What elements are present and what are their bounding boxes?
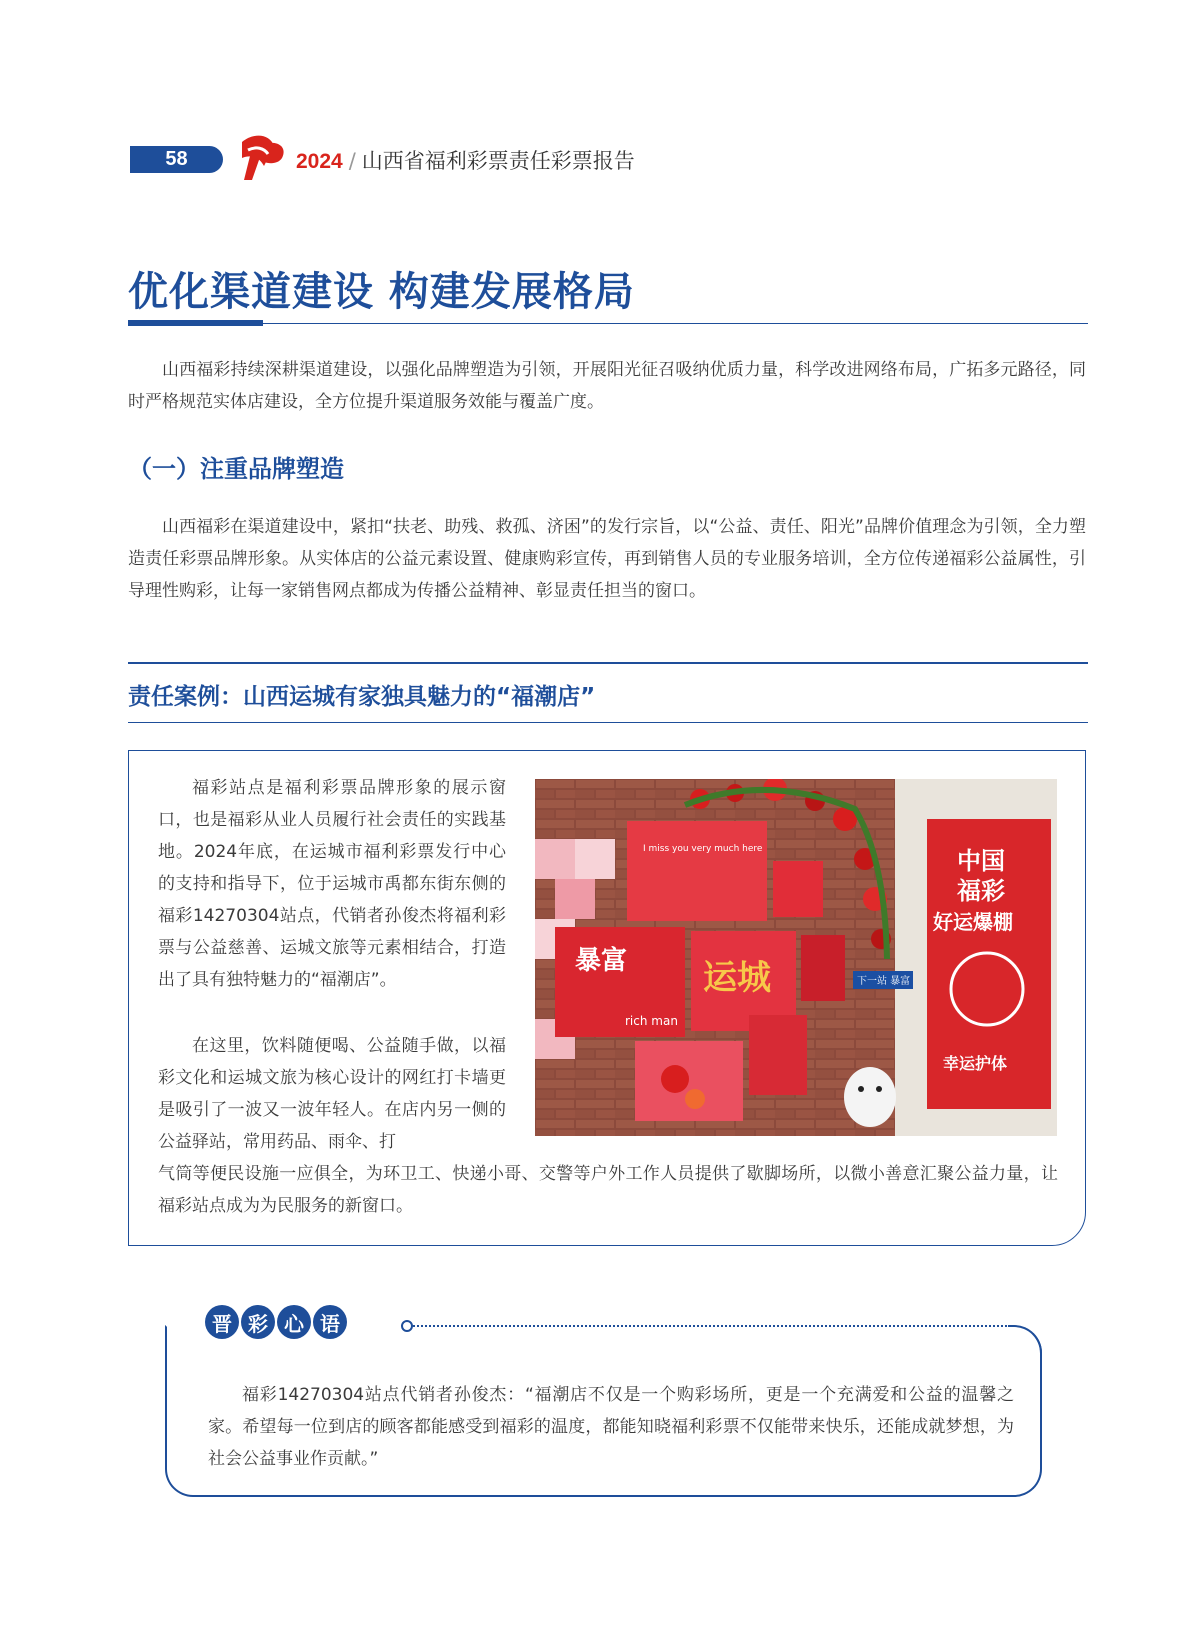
- panel-richman-text: rich man: [625, 1014, 678, 1028]
- quote-line-dot-icon: [401, 1320, 413, 1332]
- store-photo: [535, 779, 1057, 1136]
- sign-slogan-text: 好运爆棚: [933, 910, 1013, 934]
- next-stop-sign-text: 下一站 暴富: [857, 976, 911, 987]
- panel-baofu-text: 暴富: [575, 946, 628, 976]
- report-name: 山西省福利彩票责任彩票报告: [361, 149, 635, 173]
- badge-char: 彩: [241, 1305, 275, 1339]
- title-separator: /: [348, 149, 356, 173]
- report-title: [296, 145, 635, 175]
- welfare-lottery-logo-icon: [234, 132, 288, 182]
- quote-text: 福彩14270304站点代销者孙俊杰：“福潮店不仅是一个购彩场所，更是一个充满爱和公益的温馨之家。希望每一位到店的顾客都能感受到福彩的温度，都能知晓福利彩票不仅能带来快乐，还能成就梦想，为社会公益事业作贡献。”: [208, 1385, 1014, 1469]
- badge-char: 心: [277, 1305, 311, 1339]
- case-paragraph-1: 福彩站点是福利彩票品牌形象的展示窗口，也是福彩从业人员履行社会责任的实践基地。2024年底，在运城市福利彩票发行中心的支持和指导下，位于运城市禹都东街东侧的福彩14270304站点，代销者孙俊杰将福利彩票与公益慈善、运城文旅等元素相结合，打造出了具有独特魅力的“福潮店”。: [158, 778, 506, 990]
- case-paragraph-2: 在这里，饮料随便喝、公益随手做，以福彩文化和运城文旅为核心设计的网红打卡墙更是吸引了一波又一波年轻人。在店内另一侧的公益驿站，常用药品、雨伞、打: [158, 1036, 506, 1152]
- sign-fucai-text: 福彩: [957, 877, 1005, 905]
- intro-paragraph: 山西福彩持续深耕渠道建设，以强化品牌塑造为引领，开展阳光征召吸纳优质力量，科学改进网络布局，广拓多元路径，同时严格规范实体店建设，全方位提升渠道服务效能与覆盖广度。: [128, 360, 1086, 412]
- quote-badge: [205, 1305, 347, 1339]
- badge-char: 语: [313, 1305, 347, 1339]
- quote-top-dotted-line: [410, 1325, 1010, 1327]
- panel-english-text: I miss you very much here: [643, 844, 763, 854]
- badge-char: 晋: [205, 1305, 239, 1339]
- report-year: 2024: [296, 150, 343, 173]
- subsection-paragraph: 山西福彩在渠道建设中，紧扣“扶老、助残、救孤、济困”的发行宗旨，以“公益、责任、阳光”品牌价值理念为引领，全力塑造责任彩票品牌形象。从实体店的公益元素设置、健康购彩宣传，再到销售人员的专业服务培训，全方位传递福彩公益属性，引导理性购彩，让每一家销售网点都成为传播公益精神、彰显责任担当的窗口。: [128, 517, 1086, 601]
- section-title: 优化渠道建设 构建发展格局: [128, 269, 635, 315]
- store-photo-illustration: [535, 779, 1057, 1136]
- title-underline-accent: [128, 320, 263, 326]
- case-top-divider: [128, 662, 1088, 664]
- panel-yuncheng-text: 运城: [703, 958, 771, 998]
- subsection-heading: （一）注重品牌塑造: [128, 455, 344, 483]
- page-number: 58: [130, 146, 223, 173]
- title-divider: [128, 323, 1088, 324]
- case-title: 责任案例：山西运城有家独具魅力的“福潮店”: [128, 684, 596, 710]
- sign-china-text: 中国: [957, 847, 1005, 875]
- case-bottom-divider: [128, 722, 1088, 723]
- sign-bottom-text: 幸运护体: [943, 1054, 1008, 1073]
- case-paragraph-tail: 气筒等便民设施一应俱全，为环卫工、快递小哥、交警等户外工作人员提供了歇脚场所，以微小善意汇聚公益力量，让福彩站点成为为民服务的新窗口。: [158, 1164, 1058, 1216]
- quote-box-corner: [1010, 1325, 1042, 1357]
